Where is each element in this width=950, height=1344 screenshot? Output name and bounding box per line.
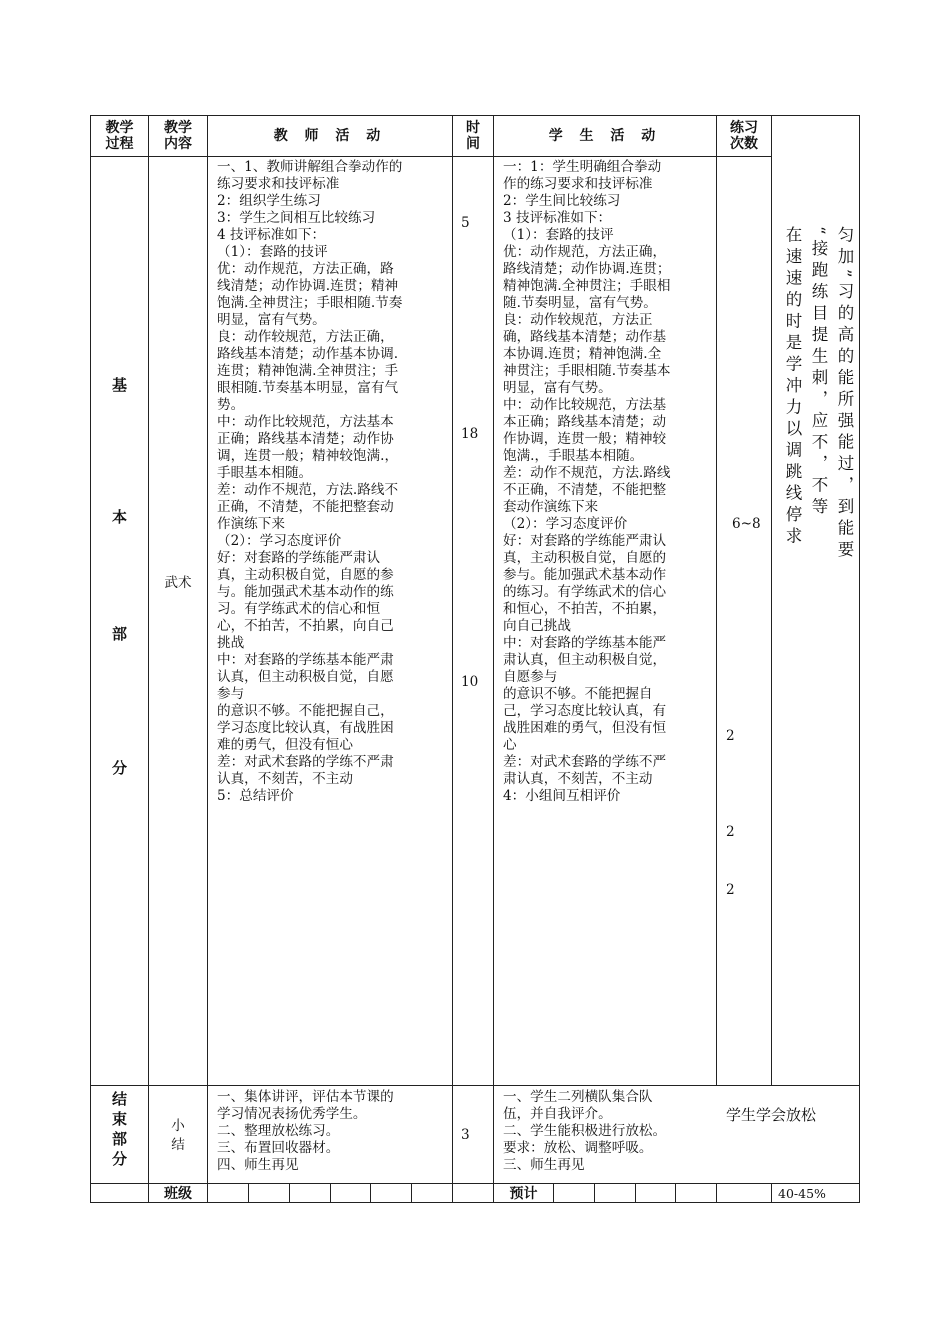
footer-cell-divider bbox=[594, 1183, 595, 1203]
ending-note: 学生学会放松 bbox=[726, 1106, 817, 1124]
footer-divider bbox=[90, 1183, 860, 1184]
ending-time: 3 bbox=[461, 1127, 470, 1143]
ending-teacher-activity: 一、集体讲评，评估本节课的 学习情况表扬优秀学生。 二、整理放松练习。 三、布置回收器材。 四、师生再见 bbox=[217, 1089, 394, 1173]
footer-cell-divider bbox=[635, 1183, 636, 1203]
footer-cell-divider bbox=[289, 1183, 290, 1203]
table-left-border bbox=[90, 115, 91, 1203]
basic-section-char: 基 bbox=[111, 376, 127, 394]
footer-cell-divider bbox=[411, 1183, 412, 1203]
basic-content: 武术 bbox=[164, 575, 192, 591]
practice-count: 6~8 bbox=[732, 516, 761, 532]
column-divider bbox=[493, 115, 494, 1203]
basic-student-activity: 一：1：学生明确组合拳动 作的练习要求和技评标准 2：学生间比较练习 3 技评标准如下： （1）：套路的技评 优：动作规范，方法正确， 路线清楚；动作协调.连贯； 精神饱满.全神贯注；手眼相 随.节奏明显，富有气势。 良：动作较规范，方法正 确，路线基本清楚；动作基 本协调.连贯；精神饱满.全 神贯注；手眼相随.节奏基本 明显，富有气势。 中：动作比较规范，方法基 本正确；路线基本清楚；动 作协调，连贯一般；精神较 饱满.，手眼基本相随。 差：动作不规范，方法.路线 不正确，不清楚，不能把整 套动作演练下来 （2）：学习态度评价 好：对套路的学练能严肃认 真，主动积极自觉，自愿的 参与。能加强武术基本动作 的练习。有学练武术的信心 和恒心，不拍苦，不拍累， 向自己挑战 中：对套路的学练基本能严 肃认真，但主动积极自觉， 自愿参与 的意识不够。不能把握自 己，学习态度比较认真，有 战胜困难的勇气，但没有恒 心 差：对武术套路的学练不严 肃认真，不刻苦，不主动 4：小组间互相评价 bbox=[503, 159, 671, 804]
column-divider bbox=[207, 115, 208, 1203]
column-divider bbox=[452, 115, 453, 1203]
column-divider bbox=[716, 1183, 717, 1203]
ending-student-activity: 一、学生二列横队集合队 伍，并自我评介。 二、学生能积极进行放松。 要求：放松、调整呼吸。 三、师生再见 bbox=[503, 1089, 667, 1173]
footer-cell-divider bbox=[553, 1183, 554, 1203]
column-divider bbox=[771, 115, 772, 1085]
time-value: 5 bbox=[461, 215, 470, 231]
table-bottom-border bbox=[90, 1202, 860, 1203]
basic-section-char: 分 bbox=[111, 759, 127, 777]
ending-section-label: 结 束 部 分 bbox=[111, 1090, 127, 1168]
basic-teacher-activity: 一、1、教师讲解组合拳动作的 练习要求和技评标准 2：组织学生练习 3：学生之间相互比较练习 4 技评标准如下： （1）：套路的技评 优：动作规范，方法正确，路 线清楚；动作协调.连贯；精神 饱满.全神贯注；手眼相随.节奏 明显，富有气势。 良：动作较规范，方法正确， 路线基本清楚；动作基本协调. 连贯；精神饱满.全神贯注；手 眼相随.节奏基本明显，富有气 势。 中：动作比较规范，方法基本 正确；路线基本清楚；动作协 调，连贯一般；精神较饱满.， 手眼基本相随。 差：动作不规范，方法.路线不 正确，不清楚，不能把整套动 作演练下来 （2）：学习态度评价 好：对套路的学练能严肃认 真，主动积极自觉，自愿的参 与。能加强武术基本动作的练 习。有学练武术的信心和恒 心，不拍苦，不拍累，向自己 挑战 中：对套路的学练基本能严肃 认真，但主动积极自觉，自愿 参与 的意识不够。不能把握自己， 学习态度比较认真，有战胜困 难的勇气，但没有恒心 差：对武术套路的学练不严肃 认真，不刻苦，不主动 5：总结评价 bbox=[217, 159, 403, 804]
estimate-value: 40-45% bbox=[778, 1186, 826, 1201]
footer-cell-divider bbox=[675, 1183, 676, 1203]
column-divider bbox=[716, 115, 717, 1085]
column-divider bbox=[771, 1183, 772, 1203]
basic-section-char: 部 bbox=[111, 625, 127, 643]
basic-section-char: 本 bbox=[111, 508, 127, 526]
footer-cell-divider bbox=[248, 1183, 249, 1203]
footer-cell-divider bbox=[370, 1183, 371, 1203]
header-teacher-activity: 教 师 活 动 bbox=[273, 128, 387, 144]
estimate-label: 预计 bbox=[509, 1186, 538, 1202]
column-divider bbox=[148, 115, 149, 1203]
table-right-border bbox=[859, 115, 860, 1203]
header-practice-count: 练习 次数 bbox=[730, 120, 758, 152]
practice-count: 2 bbox=[726, 728, 735, 744]
header-content: 教学 内容 bbox=[164, 120, 192, 152]
time-value: 18 bbox=[461, 426, 479, 442]
table-top-border bbox=[90, 115, 860, 116]
footer-cell-divider bbox=[330, 1183, 331, 1203]
header-time: 时 间 bbox=[466, 120, 480, 152]
class-label: 班级 bbox=[164, 1186, 192, 1202]
section-divider bbox=[90, 1085, 860, 1086]
ending-content: 小 结 bbox=[171, 1118, 185, 1153]
practice-count: 2 bbox=[726, 824, 735, 840]
header-process: 教学 过程 bbox=[105, 120, 134, 152]
header-student-activity: 学 生 活 动 bbox=[548, 128, 662, 144]
remark-text: 匀加”习的高的能所强能过，到能要 “接跑练目提生刺，应不，不等 在速速的时是学冲力以调跳线停求 bbox=[783, 226, 854, 562]
header-divider bbox=[90, 156, 771, 157]
practice-count: 2 bbox=[726, 882, 735, 898]
time-value: 10 bbox=[461, 674, 479, 690]
